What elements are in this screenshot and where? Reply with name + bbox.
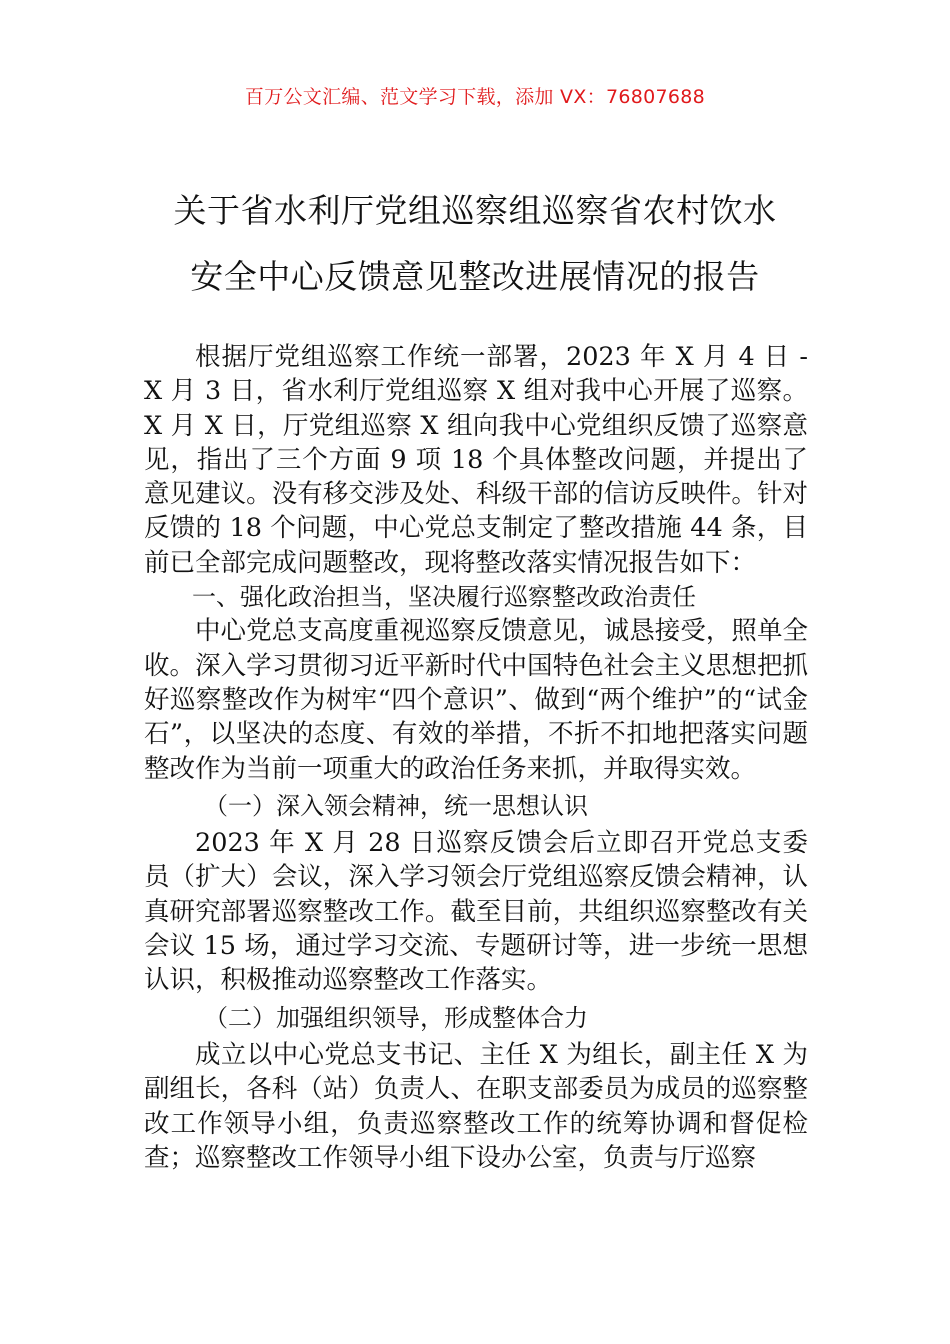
body-paragraph: 2023 年 X 月 28 日巡察反馈会后立即召开党总支委员（扩大）会议，深入学习领会厅党组巡察反馈会精神，认真研究部署巡察整改工作。截至目前，共组织巡察整改有关会议 15 场，通过学习交流、专题研讨等，进一步统一思想认识，积极推动巡察整改工作落实。 [144,828,808,996]
section-heading-1: 一、强化政治担当，坚决履行巡察整改政治责任 [192,583,696,612]
subsection-heading-1: （一）深入领会精神，统一思想认识 [204,791,588,820]
subsection-heading-2: （二）加强组织领导，形成整体合力 [204,1003,588,1032]
body-paragraph: 成立以中心党总支书记、主任 X 为组长，副主任 X 为副组长，各科（站）负责人、在职支部委员为成员的巡察整改工作领导小组，负责巡察整改工作的统筹协调和督促检查；巡察整改工作领导小组下设办公室，负责与厅巡察 [144,1039,808,1173]
body-paragraph: 中心党总支高度重视巡察反馈意见，诚恳接受，照单全收。深入学习贯彻习近平新时代中国特色社会主义思想把抓好巡察整改作为树牢“四个意识”、做到“两个维护”的“试金石”，以坚决的态度、有效的举措，不折不扣地把落实问题整改作为当前一项重大的政治任务来抓，并取得实效。 [144,616,808,784]
title-line-2: 安全中心反馈意见整改进展情况的报告 [190,257,760,296]
document-title [0,178,950,310]
title-line-1: 关于省水利厅党组巡察组巡察省农村饮水 [173,191,777,230]
promo-banner: 百万公文汇编、范文学习下载，添加 VX：76807688 [244,86,706,108]
intro-paragraph: 根据厅党组巡察工作统一部署，2023 年 X 月 4 日 - X 月 3 日，省水利厅党组巡察 X 组对我中心开展了巡察。X 月 X 日，厅党组巡察 X 组向我中心党组织反馈了巡察意见，指出了三个方面 9 项 18 个具体整改问题，并提出了意见建议。没有移交涉及处、科级干部的信访反映件。针对反馈的 18 个问题，中心党总支制定了整改措施 44 条，目前已全部完成问题整改，现将整改落实情况报告如下： [144,342,808,578]
document-body [144,340,808,1175]
